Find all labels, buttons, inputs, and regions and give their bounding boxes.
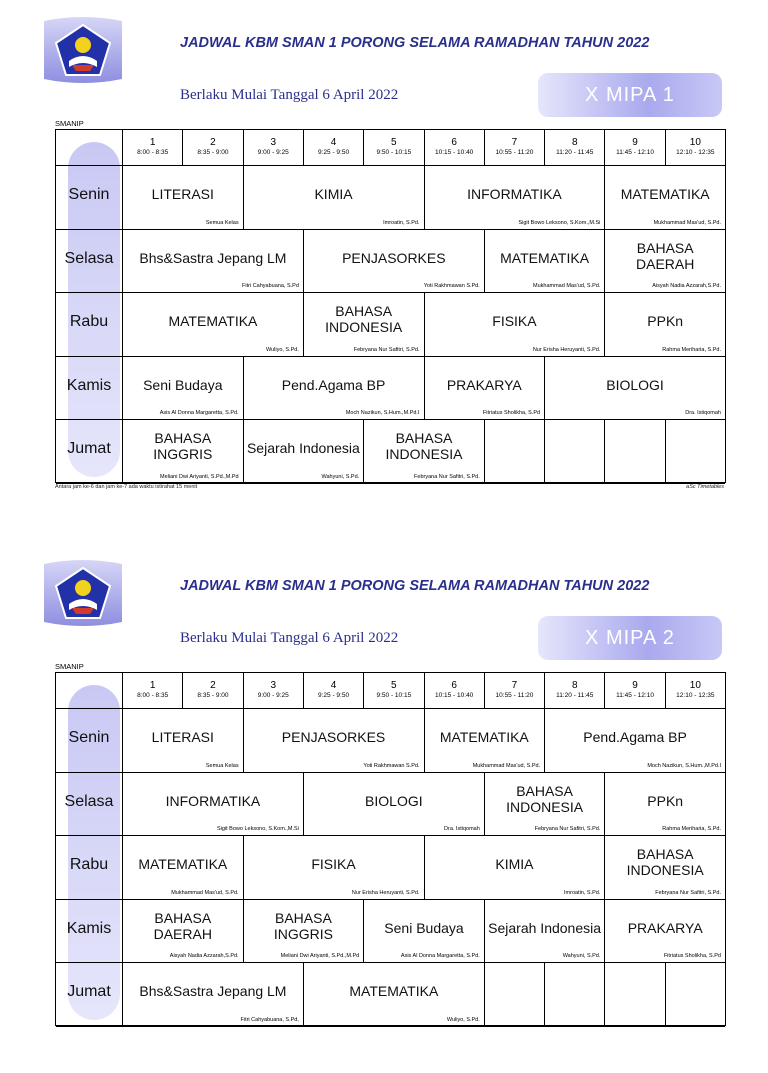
- period-time: 9:50 - 10:15: [376, 149, 412, 156]
- teacher-name: Moch Nazikun, S.Hum.,M.Pd.I: [647, 762, 721, 769]
- lesson-cell: [122, 357, 243, 420]
- footer-brand: aSc Timetables: [686, 483, 724, 490]
- period-header: [363, 673, 423, 708]
- period-time: 11:20 - 11:45: [556, 149, 594, 156]
- day-label: Kamis: [66, 919, 112, 937]
- period-number: 1: [149, 137, 156, 148]
- timetable-grid: [55, 129, 726, 483]
- period-header: [243, 130, 303, 165]
- subject-name: BAHASA INGGRIS: [153, 430, 213, 462]
- period-time: 9:50 - 10:15: [376, 692, 412, 699]
- period-header: [122, 673, 182, 708]
- day-label: Senin: [68, 186, 110, 203]
- lesson-cell: [363, 900, 484, 963]
- effective-date: Berlaku Mulai Tanggal 6 April 2022: [180, 630, 399, 646]
- teacher-name: Fitriatus Sholikha, S.Pd: [663, 953, 721, 959]
- period-header: [243, 673, 303, 708]
- period-time: 8:00 - 8:35: [137, 692, 169, 699]
- period-time: 9:00 - 9:25: [257, 692, 289, 699]
- subject-name: BAHASA INDONESIA: [325, 303, 403, 335]
- lesson-cell: [484, 230, 605, 293]
- lesson-cell: [544, 357, 725, 420]
- subject-name: INFORMATIKA: [165, 792, 261, 809]
- teacher-name: Febryana Nur Safitri, S.Pd.: [353, 346, 420, 353]
- lesson-cell: [544, 420, 604, 483]
- lesson-cell: [424, 836, 605, 899]
- subject-name: BAHASA INDONESIA: [506, 782, 584, 815]
- lesson-cell: [544, 709, 725, 772]
- lesson-cell: [604, 900, 725, 963]
- period-number: 8: [571, 680, 578, 691]
- subject-name: KIMIA: [495, 856, 534, 872]
- period-number: 6: [451, 680, 457, 691]
- teacher-name: Mukhammad Mas'ud, S.Pd.: [472, 762, 541, 769]
- footer-note: Antara jam ke-6 dan jam ke-7 ada waktu istirahat 15 menit: [55, 483, 198, 490]
- subject-name: Seni Budaya: [384, 919, 464, 936]
- subject-name: MATEMATIKA: [168, 313, 258, 329]
- lesson-cell: [303, 773, 484, 836]
- period-header: [122, 130, 182, 165]
- period-number: 8: [571, 137, 578, 148]
- period-number: 9: [632, 137, 638, 148]
- teacher-name: Fitri Cahyabuana, S.Pd,: [240, 1016, 299, 1023]
- timetable-page: [0, 543, 768, 1073]
- period-header: [303, 130, 363, 165]
- teacher-name: Aisyah Nadia Azzarah,S.Pd.: [169, 953, 239, 959]
- effective-date: Berlaku Mulai Tanggal 6 April 2022: [180, 87, 399, 103]
- lesson-cell: [243, 166, 424, 229]
- lesson-cell: [303, 293, 424, 356]
- teacher-name: Dra. Istiqomah: [444, 826, 480, 832]
- teacher-name: Yoti Rakhmawan S.Pd.: [423, 283, 480, 289]
- school-logo: [42, 15, 124, 89]
- period-number: 6: [451, 137, 457, 148]
- lesson-cell: [604, 836, 725, 899]
- subject-name: PPKn: [647, 313, 684, 329]
- lesson-cell: [604, 230, 725, 293]
- subject-name: BIOLOGI: [606, 376, 664, 393]
- lesson-cell: [424, 357, 545, 420]
- lesson-cell: [122, 230, 303, 293]
- lesson-cell: [243, 900, 364, 963]
- period-number: 5: [391, 137, 397, 148]
- subject-name: PENJASORKES: [281, 729, 386, 745]
- period-number: 1: [149, 680, 156, 691]
- subject-name: Pend.Agama BP: [583, 729, 687, 745]
- period-header: [182, 130, 242, 165]
- teacher-name: Asis Al Donna Margaretta, S.Pd.: [400, 953, 480, 959]
- period-number: 7: [511, 137, 518, 148]
- subject-name: BAHASA INGGRIS: [273, 909, 333, 942]
- subject-name: MATEMATIKA: [349, 983, 439, 999]
- subject-name: INFORMATIKA: [467, 186, 562, 202]
- lesson-cell: [665, 420, 725, 483]
- lesson-cell: [604, 963, 664, 1026]
- lesson-cell: [122, 293, 303, 356]
- day-label: Rabu: [69, 856, 109, 873]
- day-label: Jumat: [67, 440, 111, 457]
- period-time: 9:25 - 9:50: [318, 149, 350, 156]
- teacher-name: Mukhammad Mas'ud, S.Pd.: [533, 283, 601, 289]
- teacher-name: Semua Kelas: [205, 219, 239, 226]
- lesson-cell: [243, 420, 364, 483]
- teacher-name: Meliani Dwi Ariyanti, S.Pd.,M.Pd: [160, 473, 239, 480]
- lesson-cell: [122, 166, 243, 229]
- teacher-name: Febryana Nur Safitri, S.Pd.: [414, 473, 480, 480]
- lesson-cell: [363, 420, 484, 483]
- subject-name: Bhs&Sastra Jepang LM: [139, 249, 287, 266]
- subject-name: LITERASI: [151, 729, 214, 745]
- period-header: [665, 673, 725, 708]
- teacher-name: Fitri Cahyabuana, S.Pd: [242, 283, 299, 289]
- lesson-cell: [303, 963, 484, 1026]
- teacher-name: Imroatin, S.Pd.: [383, 219, 420, 226]
- subject-name: Seni Budaya: [143, 376, 223, 393]
- teacher-name: Nur Erisha Heruyanti, S.Pd.: [351, 889, 420, 896]
- day-label: Selasa: [64, 792, 114, 810]
- teacher-name: Mukhammad Mas'ud, S.Pd.: [653, 219, 721, 226]
- period-number: 2: [210, 680, 216, 691]
- teacher-name: Dra. Istiqomah: [685, 410, 721, 416]
- period-time: 12:10 - 12:35: [676, 149, 715, 156]
- period-header: [484, 130, 544, 165]
- period-header: [363, 130, 423, 165]
- subject-name: FISIKA: [311, 856, 356, 872]
- period-number: 9: [632, 680, 638, 691]
- lesson-cell: [243, 357, 424, 420]
- period-header: [665, 130, 725, 165]
- subject-name: MATEMATIKA: [138, 856, 228, 872]
- period-time: 9:25 - 9:50: [318, 692, 350, 699]
- subject-name: BIOLOGI: [365, 792, 423, 809]
- lesson-cell: [424, 709, 545, 772]
- class-name-badge: X MIPA 1: [538, 73, 722, 117]
- period-time: 11:20 - 11:45: [556, 692, 594, 699]
- lesson-cell: [122, 773, 303, 836]
- period-header: [604, 673, 664, 708]
- period-time: 11:45 - 12:10: [616, 692, 654, 699]
- lesson-cell: [122, 963, 303, 1026]
- school-code: SMANIP: [55, 662, 84, 671]
- period-header: [182, 673, 242, 708]
- subject-name: MATEMATIKA: [620, 186, 710, 202]
- lesson-cell: [604, 293, 725, 356]
- lesson-cell: [604, 166, 725, 229]
- subject-name: PPKn: [647, 792, 684, 809]
- subject-name: Bhs&Sastra Jepang LM: [139, 983, 287, 999]
- teacher-name: Rahma Meriharia, S.Pd.: [662, 826, 721, 832]
- period-time: 10:55 - 11:20: [495, 692, 534, 699]
- subject-name: Sejarah Indonesia: [246, 440, 360, 456]
- period-header: [424, 673, 484, 708]
- subject-name: KIMIA: [314, 186, 353, 202]
- teacher-name: Fitriatus Sholikha, S.Pd: [482, 410, 541, 416]
- subject-name: BAHASA INDONESIA: [626, 846, 704, 878]
- school-code: SMANIP: [55, 119, 84, 128]
- teacher-name: Sigit Bowo Leksono, S.Kom.,M.Si: [216, 826, 299, 832]
- period-time: 10:55 - 11:20: [495, 149, 534, 156]
- subject-name: PRAKARYA: [627, 919, 703, 936]
- subject-name: MATEMATIKA: [439, 729, 529, 745]
- subject-name: BAHASA DAERAH: [153, 909, 212, 942]
- period-header: [544, 673, 604, 708]
- teacher-name: Wuliyo, S.Pd.: [265, 346, 299, 353]
- period-number: 3: [270, 680, 277, 691]
- period-header: [303, 673, 363, 708]
- period-number: 3: [270, 137, 277, 148]
- period-number: 7: [511, 680, 518, 691]
- lesson-cell: [604, 420, 664, 483]
- day-label: Selasa: [64, 249, 114, 267]
- teacher-name: Mukhammad Mas'ud, S.Pd.: [171, 889, 239, 896]
- lesson-cell: [604, 773, 725, 836]
- teacher-name: Rahma Meriharia, S.Pd.: [662, 346, 721, 353]
- day-label: Kamis: [66, 376, 112, 394]
- subject-name: PENJASORKES: [342, 249, 446, 266]
- period-header: [484, 673, 544, 708]
- period-time: 9:00 - 9:25: [257, 149, 289, 156]
- period-time: 8:35 - 9:00: [197, 149, 229, 156]
- subject-name: Sejarah Indonesia: [488, 919, 602, 936]
- subject-name: PRAKARYA: [446, 376, 522, 393]
- day-label: Rabu: [69, 313, 109, 330]
- teacher-name: Febryana Nur Safitri, S.Pd.: [655, 889, 721, 896]
- teacher-name: Wahyuni, S.Pd.: [321, 473, 360, 480]
- teacher-name: Febryana Nur Safitri, S.Pd.: [534, 826, 601, 832]
- timetable-page: [0, 0, 768, 530]
- period-time: 10:15 - 10:40: [434, 149, 474, 156]
- teacher-name: Imroatin, S.Pd.: [564, 889, 601, 896]
- page-title: JADWAL KBM SMAN 1 PORONG SELAMA RAMADHAN TAHUN 2022: [180, 35, 650, 51]
- subject-name: MATEMATIKA: [500, 249, 590, 266]
- period-header: [604, 130, 664, 165]
- teacher-name: Wuliyo, S.Pd.: [446, 1016, 480, 1023]
- lesson-cell: [303, 230, 484, 293]
- period-number: 2: [210, 137, 216, 148]
- lesson-cell: [122, 709, 243, 772]
- lesson-cell: [122, 836, 243, 899]
- period-time: 12:10 - 12:35: [676, 692, 715, 699]
- teacher-name: Sigit Bowo Leksono, S.Kom.,M.Si: [518, 219, 601, 226]
- period-time: 10:15 - 10:40: [434, 692, 474, 699]
- teacher-name: Asis Al Donna Margaretta, S.Pd.: [159, 410, 239, 416]
- lesson-cell: [424, 166, 605, 229]
- period-number: 10: [689, 137, 701, 148]
- teacher-name: Wahyuni, S.Pd.: [562, 953, 601, 959]
- subject-name: Pend.Agama BP: [281, 376, 386, 393]
- class-name-badge: X MIPA 2: [538, 616, 722, 660]
- period-number: 4: [330, 680, 337, 691]
- lesson-cell: [243, 836, 424, 899]
- lesson-cell: [484, 420, 544, 483]
- subject-name: LITERASI: [151, 186, 214, 202]
- day-label: Senin: [68, 729, 110, 746]
- lesson-cell: [424, 293, 605, 356]
- day-label: Jumat: [67, 983, 111, 1000]
- teacher-name: Meliani Dwi Ariyanti, S.Pd.,M.Pd: [280, 953, 360, 959]
- lesson-cell: [243, 709, 424, 772]
- teacher-name: Yoti Rakhmawan S.Pd.: [363, 762, 420, 769]
- teacher-name: Aisyah Nadia Azzarah,S.Pd.: [652, 283, 721, 289]
- lesson-cell: [484, 963, 544, 1026]
- subject-name: FISIKA: [492, 313, 537, 329]
- period-number: 4: [330, 137, 337, 148]
- period-time: 11:45 - 12:10: [616, 149, 654, 156]
- lesson-cell: [122, 900, 243, 963]
- period-number: 5: [391, 680, 397, 691]
- row-divider: [56, 1026, 725, 1027]
- lesson-cell: [122, 420, 243, 483]
- period-header: [424, 130, 484, 165]
- school-logo: [42, 558, 124, 632]
- period-time: 8:35 - 9:00: [197, 692, 229, 699]
- period-header: [544, 130, 604, 165]
- period-time: 8:00 - 8:35: [137, 149, 169, 156]
- timetable-grid: [55, 672, 726, 1026]
- subject-name: BAHASA DAERAH: [636, 239, 695, 272]
- teacher-name: Moch Nazikun, S.Hum.,M.Pd.I: [345, 410, 420, 416]
- lesson-cell: [544, 963, 604, 1026]
- lesson-cell: [484, 773, 605, 836]
- page-title: JADWAL KBM SMAN 1 PORONG SELAMA RAMADHAN TAHUN 2022: [180, 578, 650, 594]
- lesson-cell: [484, 900, 605, 963]
- teacher-name: Semua Kelas: [205, 762, 239, 769]
- teacher-name: Nur Erisha Heruyanti, S.Pd.: [532, 346, 601, 353]
- subject-name: BAHASA INDONESIA: [385, 430, 463, 462]
- period-number: 10: [689, 680, 701, 691]
- lesson-cell: [665, 963, 725, 1026]
